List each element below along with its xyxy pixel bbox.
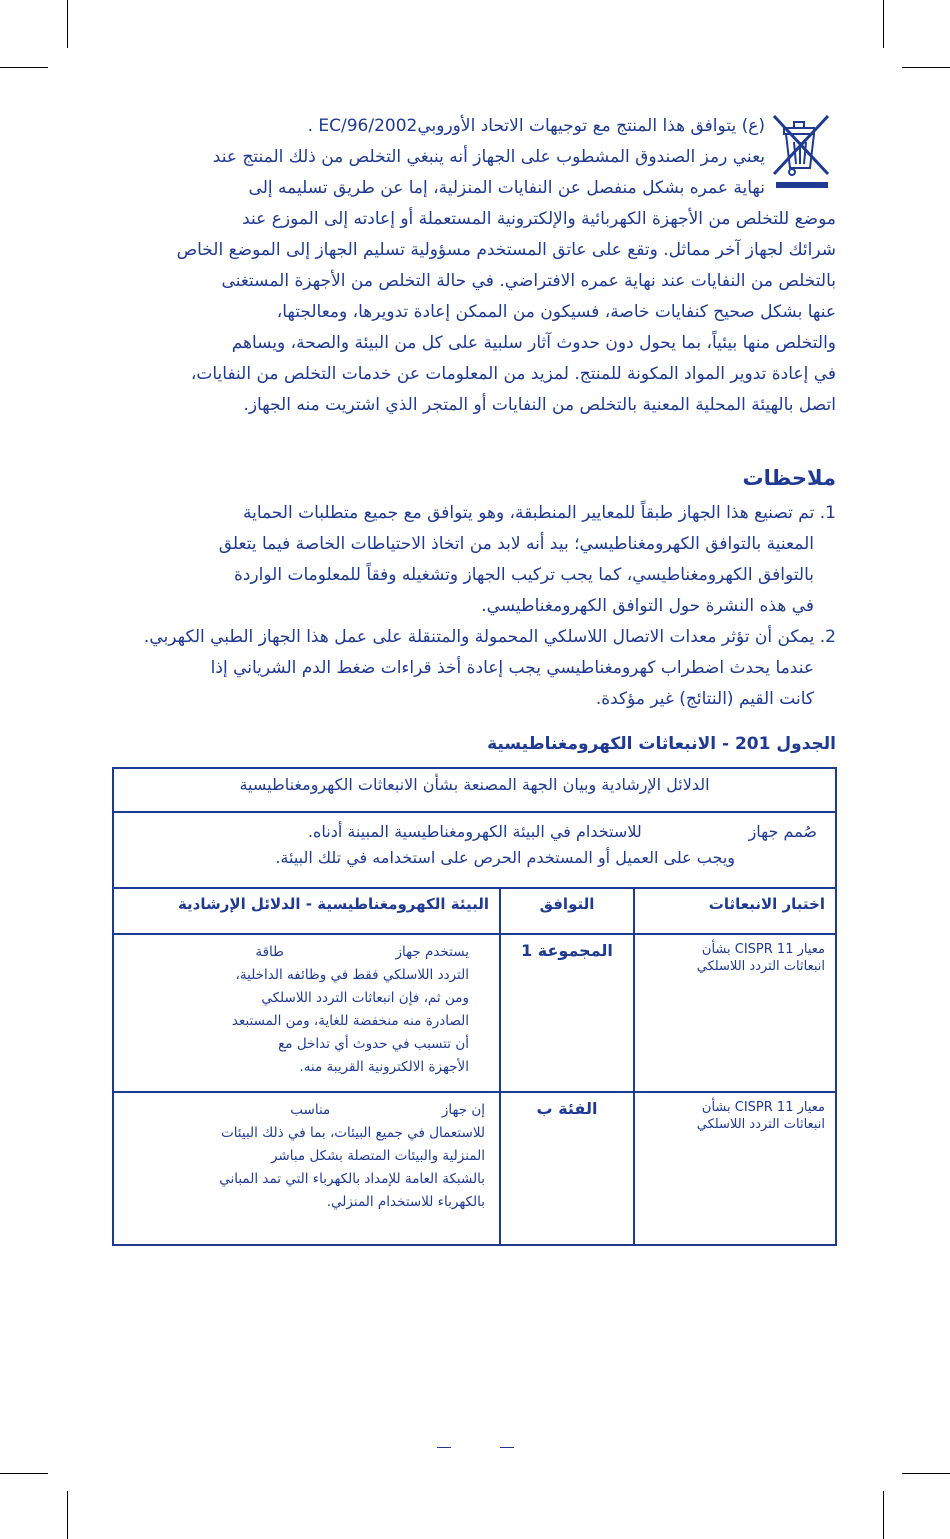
note-line: كانت القيم (النتائج) غير مؤكدة. — [595, 689, 814, 709]
note-line: بالتوافق الكهرومغناطيسي، كما يجب تركيب الجهاز وتشغيله وفقاً للمعلومات الواردة — [233, 565, 814, 585]
crop-mark — [0, 1473, 48, 1474]
test-line: انبعاثات التردد اللاسلكي — [696, 959, 825, 974]
row1-emissions-test — [634, 934, 836, 1092]
note-line: 2. يمكن أن تؤثر معدات الاتصال اللاسلكي المحمولة والمتنقلة على عمل هذا الجهاز الطبي الكهربي. — [143, 627, 836, 647]
table-header-guidance: الدلائل الإرشادية وبيان الجهة المصنعة بشأن الانبعاثات الكهرومغناطيسية — [113, 768, 836, 812]
page-number-mark — [500, 1447, 514, 1448]
column-header-environment: البيئة الكهرومغناطيسية - الدلائل الإرشادية — [113, 888, 500, 934]
notes-list — [106, 498, 836, 715]
crop-mark — [883, 1491, 884, 1539]
env-line: إن جهاز مناسب — [290, 1102, 485, 1118]
intended-use-line: ويجب على العميل أو المستخدم الحرص على استخدامه في تلك البيئة. — [275, 848, 735, 867]
test-line: معيار CISPR 11 بشأن — [701, 1100, 825, 1115]
disposal-line: شرائك لجهاز آخر مماثل. وتقع على عاتق المستخدم مسؤولية تسليم الجهاز إلى الموضع الخاص — [176, 240, 836, 260]
disposal-line: بالتخلص من النفايات عند نهاية عمره الافتراضي. في حالة التخلص من الأجهزة المستغنى — [221, 271, 836, 291]
crop-mark — [902, 67, 950, 68]
disposal-paragraph-cont — [106, 204, 836, 421]
test-line: معيار CISPR 11 بشأن — [701, 942, 825, 957]
disposal-line: يعني رمز الصندوق المشطوب على الجهاز أنه ينبغي التخلص من ذلك المنتج عند — [212, 147, 765, 167]
disposal-paragraph — [105, 111, 765, 204]
env-line: الأجهزة الالكترونية القريبة منه. — [299, 1059, 469, 1075]
disposal-line: في إعادة تدوير المواد المكونة للمنتج. لمزيد من المعلومات عن خدمات التخلص من النفايات، — [190, 364, 836, 384]
note-line: في هذه النشرة حول التوافق الكهرومغناطيسي. — [481, 596, 814, 616]
table-title: الجدول 201 - الانبعاثات الكهرومغناطيسية — [487, 734, 836, 754]
env-line: يستخدم جهاز طاقة — [255, 944, 469, 960]
note-item-1 — [106, 498, 836, 622]
note-line: المعنية بالتوافق الكهرومغناطيسي؛ بيد أنه لابد من اتخاذ الاحتياطات الخاصة فيما يتعلق — [218, 534, 814, 554]
emissions-table — [112, 767, 837, 1246]
env-line: الصادرة منه منخفضة للغاية، ومن المستبعد — [231, 1013, 469, 1029]
column-header-emissions-test: اختبار الانبعاثات — [634, 888, 836, 934]
disposal-line: موضع للتخلص من الأجهزة الكهربائية والإلكترونية المستعملة أو إعادته إلى الموزع عند — [242, 209, 836, 229]
note-line: 1. تم تصنيع هذا الجهاز طبقاً للمعايير المنطبقة، وهو يتوافق مع جميع متطلبات الحماية — [242, 503, 836, 523]
row1-environment — [113, 934, 500, 1092]
env-line: بالكهرباء للاستخدام المنزلي. — [326, 1194, 485, 1210]
env-line: ومن ثم، فإن انبعاثات التردد اللاسلكي — [261, 990, 469, 1006]
page-number-mark — [437, 1447, 451, 1448]
disposal-line: اتصل بالهيئة المحلية المعنية بالتخلص من النفايات أو المتجر الذي اشتريت منه الجهاز. — [243, 395, 836, 415]
crop-mark — [0, 67, 48, 68]
disposal-line: نهاية عمره بشكل منفصل عن النفايات المنزلية، إما عن طريق تسليمه إلى — [248, 178, 765, 198]
crossed-out-wheelie-bin-icon — [770, 112, 832, 194]
note-line: عندما يحدث اضطراب كهرومغناطيسي يجب إعادة أخذ قراءات ضغط الدم الشرياني إذا — [210, 658, 814, 678]
env-line: للاستعمال في جميع البيئات، بما في ذلك البيئات — [220, 1125, 485, 1141]
env-line: المنزلية والبيئات المتصلة بشكل مباشر — [270, 1148, 485, 1164]
disposal-line: عنها بشكل صحيح كنفايات خاصة، فسيكون من الممكن إعادة تدويرها، ومعالجتها، — [276, 302, 836, 322]
env-line: أن تتسبب في حدوث أي تداخل مع — [278, 1036, 469, 1052]
crop-mark — [883, 0, 884, 48]
note-item-2 — [106, 622, 836, 715]
row2-emissions-test — [634, 1092, 836, 1245]
crop-mark — [902, 1473, 950, 1474]
disposal-line: والتخلص منها بيئياً، بما يحول دون حدوث آثار سلبية على كل من البيئة والصحة، ويساهم — [231, 333, 836, 353]
env-line: بالشبكة العامة للإمداد بالكهرباء التي تمد المباني — [219, 1171, 485, 1187]
table-header-intended-use — [113, 812, 836, 888]
row1-compliance: المجموعة 1 — [500, 934, 634, 1092]
row2-compliance: الفئة ب — [500, 1092, 634, 1245]
disposal-line: (ع) يتوافق هذا المنتج مع توجيهات الاتحاد الأوروبي96/2002/EC . — [307, 116, 765, 136]
intended-use-line: صُمم جهاز للاستخدام في البيئة الكهرومغناطيسية المبينة أدناه. — [307, 822, 817, 841]
crop-mark — [67, 1491, 68, 1539]
env-line: التردد اللاسلكي فقط في وظائفه الداخلية، — [235, 967, 469, 983]
test-line: انبعاثات التردد اللاسلكي — [696, 1117, 825, 1132]
notes-title: ملاحظات — [742, 466, 836, 490]
crop-mark — [67, 0, 68, 48]
row2-environment — [113, 1092, 500, 1245]
column-header-compliance: التوافق — [500, 888, 634, 934]
